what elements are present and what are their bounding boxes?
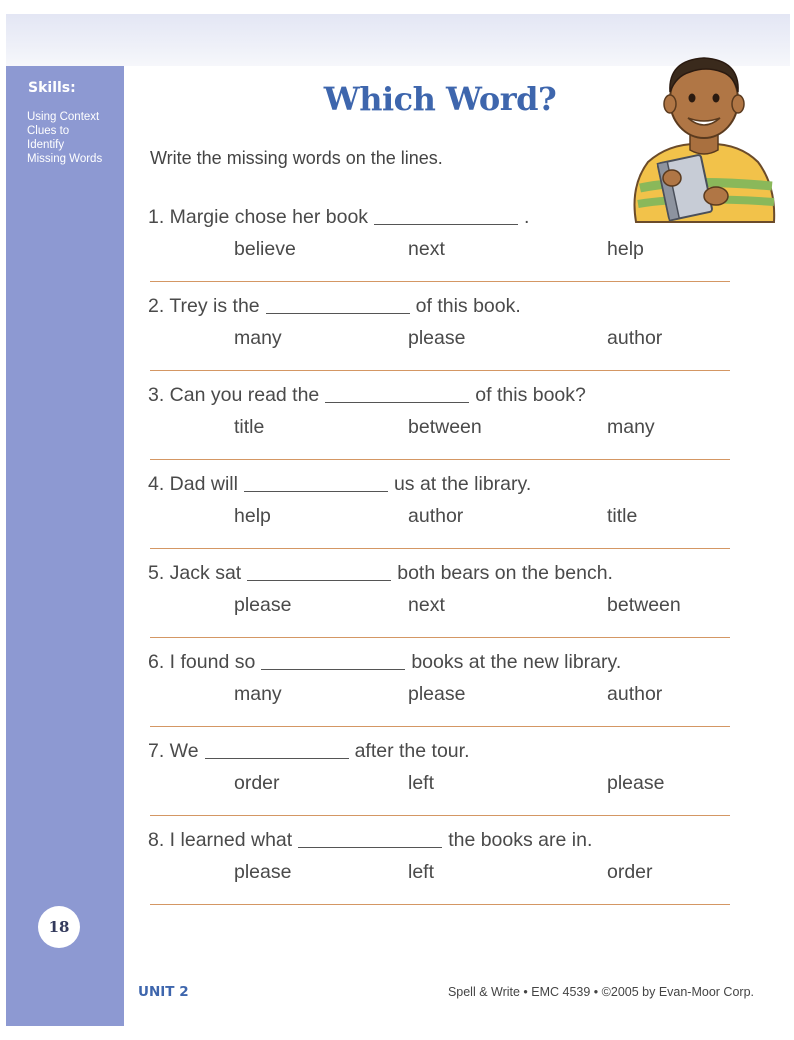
- instructions: Write the missing words on the lines.: [150, 148, 443, 168]
- word-choice: many: [234, 327, 282, 349]
- question-text-before: 1. Margie chose her book: [148, 206, 369, 228]
- question-text-before: 5. Jack sat: [148, 562, 242, 584]
- word-choice: author: [607, 327, 663, 349]
- question-sentence: [148, 740, 469, 763]
- question-sentence: [148, 473, 531, 496]
- answer-blank[interactable]: [244, 490, 388, 492]
- answer-line[interactable]: [150, 459, 730, 460]
- word-choice: author: [408, 505, 464, 527]
- unit-label: UNIT 2: [138, 984, 189, 1000]
- copyright-credit: Spell & Write • EMC 4539 • ©2005 by Evan-Moor Corp.: [447, 985, 754, 999]
- boy-holding-book-illustration: [626, 46, 782, 226]
- question-7: [148, 740, 748, 829]
- answer-line[interactable]: [150, 281, 730, 282]
- answer-blank[interactable]: [298, 846, 442, 848]
- question-text-after: both bears on the bench.: [397, 562, 613, 584]
- word-choice: next: [408, 594, 445, 616]
- answer-line[interactable]: [150, 548, 730, 549]
- word-choice: please: [234, 594, 292, 616]
- word-choice: left: [408, 772, 435, 794]
- question-sentence: [148, 651, 621, 674]
- question-text-before: 7. We: [148, 740, 199, 762]
- word-choice: please: [607, 772, 665, 794]
- question-text-after: the books are in.: [448, 829, 593, 851]
- question-text-after: of this book.: [415, 295, 521, 317]
- skills-description: Using Context Clues to Identify Missing Words: [27, 111, 103, 165]
- answer-line[interactable]: [150, 726, 730, 727]
- word-choice: many: [234, 683, 282, 705]
- word-choice: please: [408, 327, 466, 349]
- question-text-before: 2. Trey is the: [148, 295, 260, 317]
- answer-line[interactable]: [150, 370, 730, 371]
- question-text-after: us at the library.: [393, 473, 532, 495]
- question-text-after: of this book?: [475, 384, 586, 406]
- word-choice: many: [607, 416, 655, 438]
- answer-blank[interactable]: [374, 223, 518, 225]
- question-sentence: [148, 206, 529, 229]
- word-choice: left: [408, 861, 435, 883]
- word-choice: order: [234, 772, 280, 794]
- question-text-after: books at the new library.: [411, 651, 622, 673]
- word-choice: title: [607, 505, 638, 527]
- question-8: [148, 829, 748, 918]
- word-choice: help: [607, 238, 644, 260]
- word-choice: believe: [234, 238, 296, 260]
- answer-blank[interactable]: [325, 401, 469, 403]
- skills-label: Skills:: [28, 80, 76, 96]
- question-2: [148, 295, 748, 384]
- word-choice: author: [607, 683, 663, 705]
- question-1: [148, 206, 748, 295]
- word-choice: please: [234, 861, 292, 883]
- word-choice: please: [408, 683, 466, 705]
- question-sentence: [148, 562, 613, 585]
- answer-blank[interactable]: [205, 757, 349, 759]
- question-text-before: 6. I found so: [148, 651, 256, 673]
- question-sentence: [148, 829, 592, 852]
- page-number: 18: [38, 906, 80, 948]
- question-text-after: after the tour.: [354, 740, 470, 762]
- question-text-before: 8. I learned what: [148, 829, 293, 851]
- word-choice: between: [408, 416, 482, 438]
- question-sentence: [148, 384, 586, 407]
- question-sentence: [148, 295, 521, 318]
- answer-blank[interactable]: [247, 579, 391, 581]
- word-choice: between: [607, 594, 681, 616]
- question-4: [148, 473, 748, 562]
- answer-line[interactable]: [150, 637, 730, 638]
- answer-blank[interactable]: [261, 668, 405, 670]
- question-5: [148, 562, 748, 651]
- page-title: Which Word?: [323, 80, 557, 118]
- question-text-before: 3. Can you read the: [148, 384, 320, 406]
- answer-line[interactable]: [150, 904, 730, 905]
- word-choice: help: [234, 505, 271, 527]
- question-6: [148, 651, 748, 740]
- question-3: [148, 384, 748, 473]
- word-choice: order: [607, 861, 653, 883]
- question-text-before: 4. Dad will: [148, 473, 238, 495]
- answer-line[interactable]: [150, 815, 730, 816]
- question-text-after: .: [524, 206, 530, 228]
- sidebar: [6, 66, 124, 1026]
- word-choice: title: [234, 416, 265, 438]
- answer-blank[interactable]: [266, 312, 410, 314]
- word-choice: next: [408, 238, 445, 260]
